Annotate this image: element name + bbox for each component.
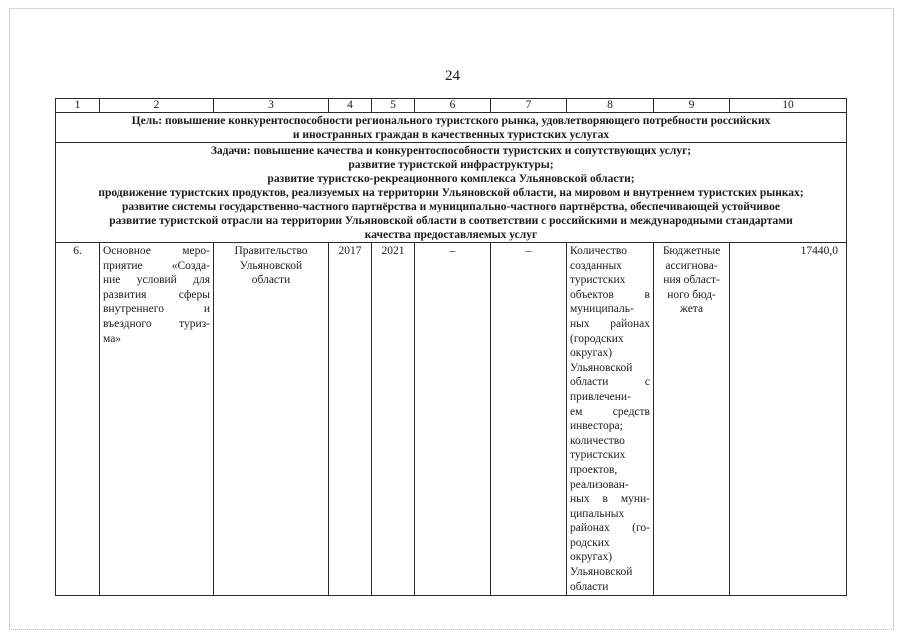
column-number-cell: 10	[730, 99, 847, 113]
funding-source-line: Бюджетные	[662, 245, 721, 257]
row-number: 6.	[56, 243, 100, 596]
indicator-line: районах (го-	[570, 522, 650, 535]
indicator-line: округах)	[570, 551, 613, 564]
page-number: 24	[445, 68, 460, 84]
indicator-line: ных в муни-	[570, 493, 650, 506]
activity-name-line: ние условий для	[103, 274, 210, 287]
indicator-line: привлечени-	[570, 390, 631, 403]
indicator-line: туристских	[570, 274, 626, 287]
tasks-row	[56, 143, 847, 243]
tasks-line: развитие туристской инфраструктуры;	[348, 159, 554, 171]
tasks-line: развитие туристско-рекреационного комплекса Ульяновской области;	[267, 173, 635, 185]
tasks-line: качества предоставляемых услуг	[364, 229, 538, 241]
activity-name-line: Основное меро-	[103, 245, 210, 257]
program-table	[55, 98, 847, 596]
indicator-line: области	[570, 580, 609, 593]
indicator-line: ных районах	[570, 317, 650, 330]
indicator-cell	[567, 243, 654, 596]
column-number-cell: 3	[214, 99, 329, 113]
tasks-cell	[56, 143, 847, 243]
indicator-line: ципальных	[570, 507, 625, 520]
goal-line: и иностранных граждан в качественных туристских услугах	[292, 129, 610, 141]
goal-line: Цель: повышение конкурентоспособности регионального туристского рынка, удовлетворяющего потребности российских	[131, 115, 771, 127]
indicator-line: инвестора;	[570, 420, 623, 433]
executor-line: области	[251, 274, 291, 287]
column-number-cell: 7	[491, 99, 567, 113]
indicator-line: муниципаль-	[570, 303, 634, 316]
funding-source-line: ного бюд-	[667, 288, 716, 301]
activity-name-line: внутреннего и	[103, 303, 210, 316]
dash-cell: –	[415, 243, 491, 596]
indicator-line: родских	[570, 536, 610, 549]
tasks-line: Задачи: повышение качества и конкурентоспособности туристских и сопутствующих услуг;	[210, 145, 692, 157]
activity-name-line: приятие «Созда-	[103, 259, 210, 272]
indicator-line: объектов в	[570, 288, 650, 301]
column-number-cell: 2	[100, 99, 214, 113]
tasks-line: продвижение туристских продуктов, реализуемых на территории Ульяновской области, на мировом и внутреннем туристских рынках;	[98, 187, 804, 199]
activity-name-line: ма»	[103, 332, 122, 345]
dash-cell: –	[491, 243, 567, 596]
column-number-row	[56, 99, 847, 113]
tasks-line: развитие туристской отрасли на территории Ульяновской области в соответствии с российскими и международными стандартами	[109, 215, 793, 227]
activity-name-cell	[100, 243, 214, 596]
tasks-line: развитие системы государственно-частного партнёрства и муниципально-частного партнёрства, обеспечивающей устойчивое	[122, 201, 780, 213]
table-row	[56, 243, 847, 596]
funding-source-line: ассигнова-	[665, 259, 718, 272]
column-number-cell: 8	[567, 99, 654, 113]
indicator-line: округах)	[570, 347, 613, 360]
indicator-line: созданных	[570, 259, 622, 272]
indicator-line: (городских	[570, 332, 624, 345]
executor-cell	[214, 243, 329, 596]
indicator-line: проектов,	[570, 463, 618, 476]
funding-source-line: жета	[679, 303, 704, 316]
executor-line: Ульяновской	[239, 259, 303, 272]
column-number-cell: 9	[654, 99, 730, 113]
indicator-line: ем средств	[570, 405, 650, 418]
column-number-cell: 1	[56, 99, 100, 113]
end-year-cell: 2021	[372, 243, 415, 596]
indicator-line: туристских	[570, 449, 626, 462]
goal-cell	[56, 113, 847, 143]
amount-cell: 17440,0	[730, 243, 847, 596]
indicator-line: Ульяновской	[570, 361, 633, 374]
column-number-cell: 5	[372, 99, 415, 113]
indicator-line: количество	[570, 434, 625, 447]
start-year-cell: 2017	[329, 243, 372, 596]
column-number-cell: 4	[329, 99, 372, 113]
indicator-line: Количество	[570, 245, 627, 257]
column-number-cell: 6	[415, 99, 491, 113]
funding-source-line: ния област-	[663, 274, 720, 287]
funding-source-cell	[654, 243, 730, 596]
goal-row	[56, 113, 847, 143]
activity-name-line: развития сферы	[103, 288, 210, 301]
executor-line: Правительство	[234, 245, 308, 257]
indicator-line: Ульяновской	[570, 566, 633, 579]
activity-name-line: въездного туриз-	[103, 317, 210, 330]
indicator-line: области с	[570, 376, 650, 389]
indicator-line: реализован-	[570, 478, 629, 491]
